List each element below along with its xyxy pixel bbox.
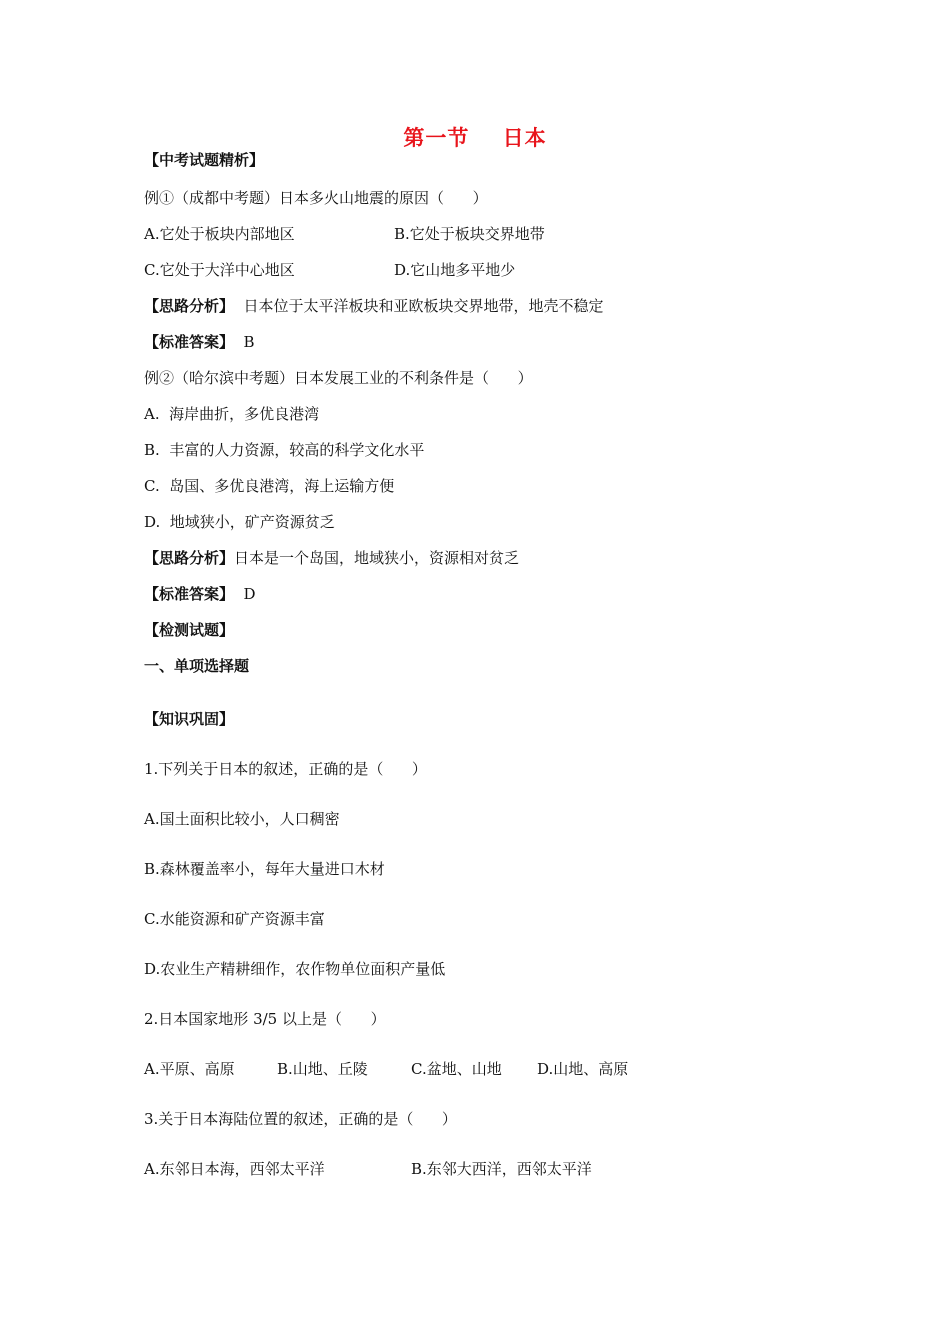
example1-option-c: C.它处于大洋中心地区 xyxy=(144,261,295,279)
q1-question: 1.下列关于日本的叙述，正确的是（ ） xyxy=(144,760,427,778)
answer-label: 【标准答案】 xyxy=(144,585,235,603)
test-heading: 【检测试题】 xyxy=(144,621,235,639)
analysis-label: 【思路分析】 xyxy=(144,549,235,567)
example1-option-b: B.它处于板块交界地带 xyxy=(394,225,545,243)
exam-analysis-heading: 【中考试题精析】 xyxy=(144,151,265,169)
answer-label: 【标准答案】 xyxy=(144,333,235,351)
q1-option-a: A.国土面积比较小，人口稠密 xyxy=(144,810,340,828)
example2-option-b: B. 丰富的人力资源，较高的科学文化水平 xyxy=(144,441,425,459)
analysis-label: 【思路分析】 xyxy=(144,297,235,315)
q1-option-d: D.农业生产精耕细作，农作物单位面积产量低 xyxy=(144,960,446,978)
q2-question: 2.日本国家地形 3/5 以上是（ ） xyxy=(144,1010,386,1028)
example2-option-a: A. 海岸曲折，多优良港湾 xyxy=(144,405,320,423)
analysis-text: 日本位于太平洋板块和亚欧板块交界地带，地壳不稳定 xyxy=(234,297,604,315)
answer-text: D xyxy=(234,585,256,603)
q3-question: 3.关于日本海陆位置的叙述，正确的是（ ） xyxy=(144,1110,457,1128)
page-title: 第一节 日本 xyxy=(403,125,547,150)
example2-option-d: D. 地域狭小，矿产资源贫乏 xyxy=(144,513,335,531)
example1-option-a: A.它处于板块内部地区 xyxy=(144,225,295,243)
example2-analysis xyxy=(144,548,519,568)
q2-option-b: B.山地、丘陵 xyxy=(277,1060,368,1078)
q2-option-c: C.盆地、山地 xyxy=(411,1060,502,1078)
q2-option-a: A.平原、高原 xyxy=(144,1060,235,1078)
example1-option-d: D.它山地多平地少 xyxy=(394,261,516,279)
answer-text: B xyxy=(234,333,255,351)
example2-option-c: C. 岛国、多优良港湾，海上运输方便 xyxy=(144,477,395,495)
example1-answer xyxy=(144,332,255,352)
subsection-heading: 【知识巩固】 xyxy=(144,710,235,728)
example2-answer xyxy=(144,584,256,604)
q3-option-a: A.东邻日本海，西邻太平洋 xyxy=(144,1160,325,1178)
example2-question: 例②（哈尔滨中考题）日本发展工业的不利条件是（ ） xyxy=(144,369,533,387)
q1-option-b: B.森林覆盖率小，每年大量进口木材 xyxy=(144,860,385,878)
example1-analysis xyxy=(144,296,604,316)
q2-option-d: D.山地、高原 xyxy=(537,1060,629,1078)
example1-question: 例①（成都中考题）日本多火山地震的原因（ ） xyxy=(144,189,488,207)
q3-option-b: B.东邻大西洋，西邻太平洋 xyxy=(411,1160,592,1178)
analysis-text: 日本是一个岛国，地域狭小，资源相对贫乏 xyxy=(234,549,520,567)
section-heading: 一、单项选择题 xyxy=(144,657,250,675)
q1-option-c: C.水能资源和矿产资源丰富 xyxy=(144,910,325,928)
